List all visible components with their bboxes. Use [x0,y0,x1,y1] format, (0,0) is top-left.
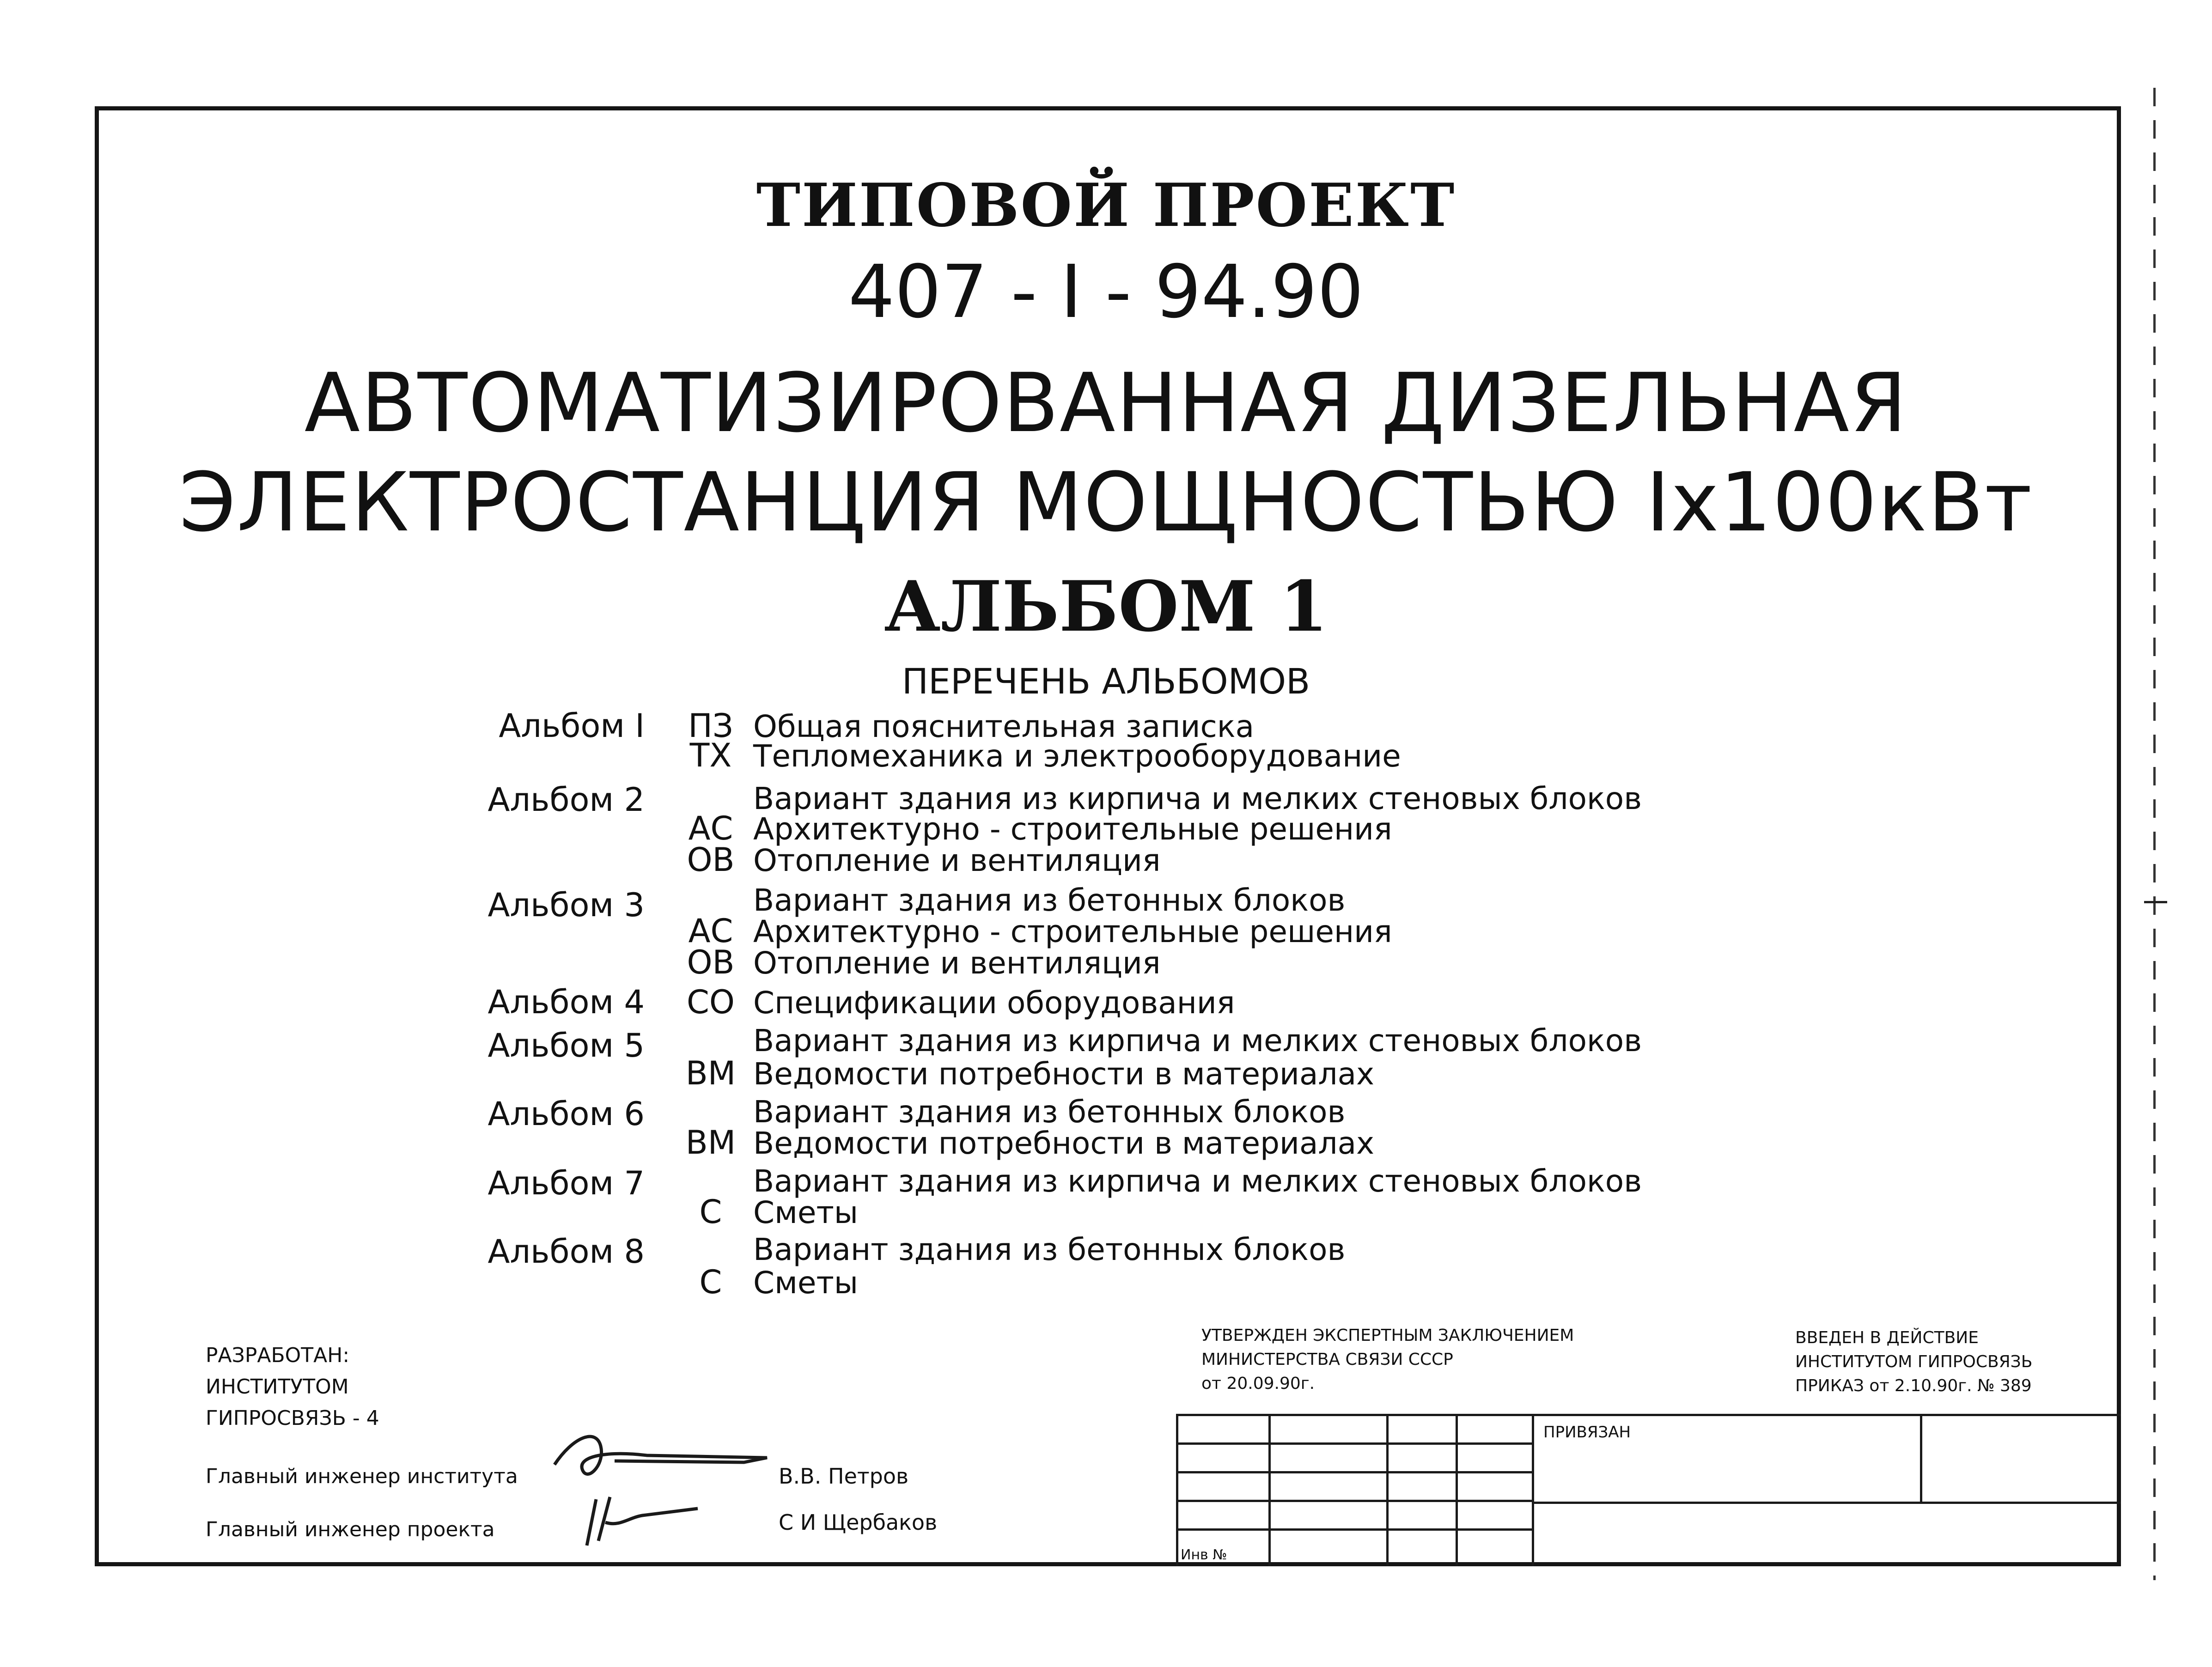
album-label: Альбом 8 [487,1233,645,1271]
stamp-rule [1176,1528,1532,1531]
approved-line1: УТВЕРЖДЕН ЭКСПЕРТНЫМ ЗАКЛЮЧЕНИЕМ [1201,1326,1574,1345]
album-code: ОВ [687,943,735,981]
stamp-rule [1176,1414,2121,1416]
album-label: Альбом 2 [487,781,645,819]
signature-petrov [545,1418,776,1492]
project-title-line1: АВТОМАТИЗИРОВАННАЯ ДИЗЕЛЬНАЯ [304,356,1908,450]
album-list-heading: ПЕРЕЧЕНЬ АЛЬБОМОВ [902,661,1310,702]
project-number: 407 - I - 94.90 [848,249,1364,335]
chief-project-label: Главный инженер проекта [206,1518,495,1541]
project-title-line2: ЭЛЕКТРОСТАНЦИЯ МОЩНОСТЬЮ Iх100кВт [179,455,2033,550]
album-code: ВМ [685,1054,736,1092]
album-label: Альбом 5 [487,1027,645,1065]
album-entry: Отопление и вентиляция [753,843,1161,878]
linked-label: ПРИВЯЗАН [1543,1423,1631,1442]
album-entry: Ведомости потребности в материалах [753,1126,1375,1161]
developer-heading: РАЗРАБОТАН: [206,1344,350,1367]
approved-date: от 20.09.90г. [1201,1374,1315,1393]
album-entry: Тепломеханика и электрооборудование [753,738,1401,774]
approved-line2: МИНИСТЕРСТВА СВЯЗИ СССР [1201,1350,1453,1369]
developer-line: ГИПРОСВЯЗЬ - 4 [206,1406,379,1430]
album-entry: Общая пояснительная записка [753,709,1255,744]
album-code: ВМ [685,1124,736,1162]
chief-project-name: С И Щербаков [779,1510,938,1535]
album-entry: Вариант здания из кирпича и мелких стеновых блоков [753,1023,1642,1059]
stamp-rule [1920,1414,1922,1502]
album-entry: Вариант здания из бетонных блоков [753,1232,1346,1267]
stamp-rule [1176,1500,1532,1502]
album-list [0,707,2212,1301]
album-code: ТХ [689,736,732,774]
signature-shcherbakov [578,1490,716,1555]
album-entry: Архитектурно - строительные решения [753,914,1392,949]
stamp-rule [1176,1414,1178,1566]
album-entry: Спецификации оборудования [753,985,1235,1021]
stamp-rule [1532,1502,2121,1504]
album-entry: Вариант здания из бетонных блоков [753,882,1346,918]
album-entry: Вариант здания из кирпича и мелких стеновых блоков [753,781,1642,816]
album-code: С [699,1193,722,1231]
developer-line: ИНСТИТУТОМ [206,1375,349,1399]
album-label: Альбом 6 [487,1095,645,1133]
album-title: АЛЬБОМ 1 [884,566,1328,647]
stamp-rule [1532,1414,1534,1566]
enacted-line1: ВВЕДЕН В ДЕЙСТВИЕ [1795,1328,1979,1347]
album-entry: Сметы [753,1195,859,1230]
inventory-number-label: Инв № [1181,1547,1227,1563]
title-block-stamp [1176,1414,2121,1566]
doc-type-title: ТИПОВОЙ ПРОЕКТ [756,171,1456,240]
enacted-line2: ИНСТИТУТОМ ГИПРОСВЯЗЬ [1795,1352,2033,1371]
album-entry: Вариант здания из кирпича и мелких стеновых блоков [753,1163,1642,1199]
album-entry: Вариант здания из бетонных блоков [753,1094,1346,1130]
stamp-rule [1386,1414,1389,1566]
album-label: Альбом 4 [487,983,645,1021]
stamp-rule [1456,1414,1458,1566]
album-code: АС [688,912,733,950]
album-label: Альбом 7 [487,1164,645,1202]
album-entry: Архитектурно - строительные решения [753,811,1392,847]
album-label: Альбом 3 [487,886,645,924]
stamp-rule [1176,1442,1532,1445]
chief-institute-label: Главный инженер института [206,1465,518,1488]
album-code: С [699,1263,722,1301]
chief-institute-name: В.В. Петров [779,1464,909,1489]
enacted-order: ПРИКАЗ от 2.10.90г. № 389 [1795,1376,2032,1395]
album-code: СО [687,983,735,1021]
album-code: АС [688,809,733,847]
stamp-rule [1268,1414,1271,1566]
stamp-rule [1176,1471,1532,1473]
album-entry: Сметы [753,1265,859,1301]
album-code: ПЗ [688,707,733,745]
album-entry: Отопление и вентиляция [753,945,1161,981]
album-code: ОВ [687,841,735,879]
album-entry: Ведомости потребности в материалах [753,1056,1375,1092]
album-label: Альбом I [499,707,645,745]
